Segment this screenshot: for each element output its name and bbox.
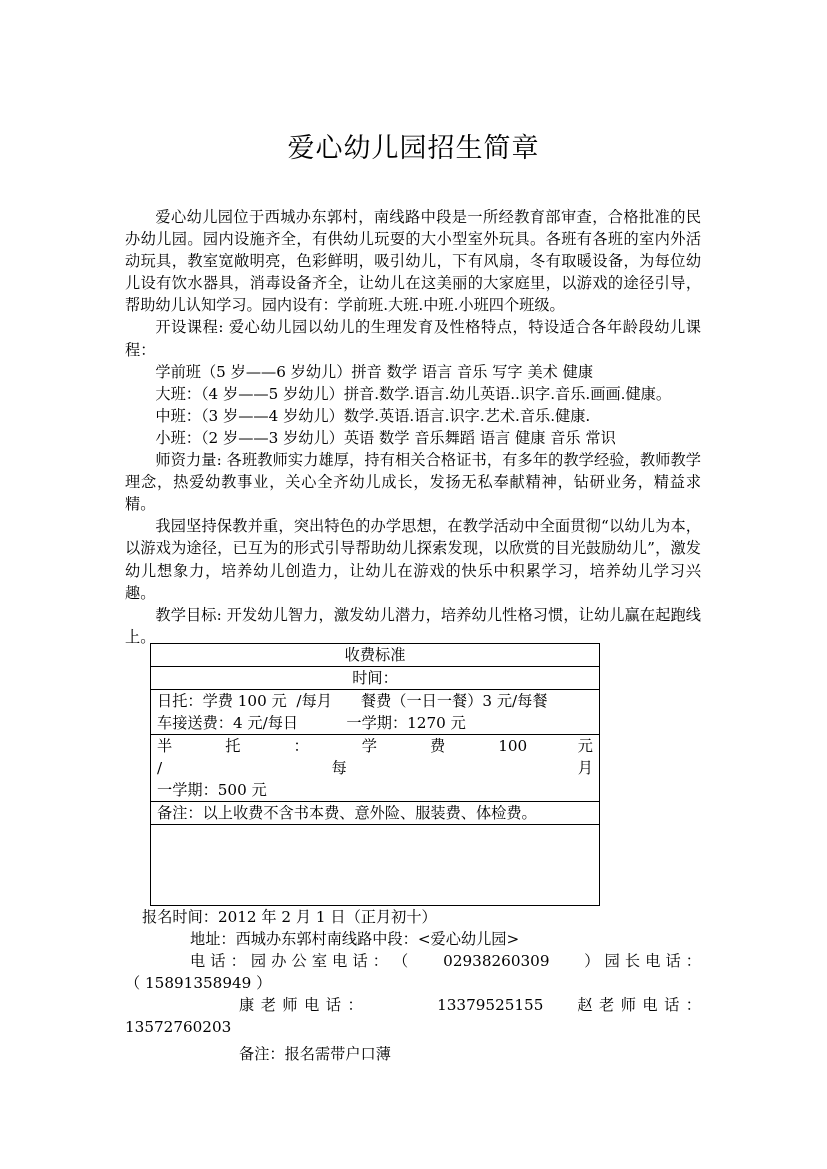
teachers-paragraph: 师资力量: 各班教师实力雄厚，持有相关合格证书，有多年的教学经验，教师教学理念，热爱幼教事业，关心全齐幼儿成长，发扬无私奉献精神，钻研业务，精益求精。	[125, 451, 701, 514]
fee-day-care-line2: 车接送费：4 元/每日 一学期：1270 元	[157, 714, 466, 732]
courses-intro-paragraph: 开设课程: 爱心幼儿园以幼儿的生理发育及性格特点，特设适合各年龄段幼儿课程：	[125, 318, 701, 359]
fee-table-header: 收费标准	[151, 644, 599, 667]
page-title: 爱心幼儿园招生简章	[287, 133, 540, 164]
phone-line1: 电 话 ： 园 办 公 室 电 话 ： （ 02938260309 ） 园 长 电 话 ：	[190, 952, 701, 971]
class-middle: 中班：（3 岁——4 岁幼儿）数学.英语.语言.识字.艺术.音乐.健康.	[155, 406, 591, 425]
body-text	[125, 206, 701, 648]
fee-half-care-line1: 半 托 ： 学 费 100 元 / 每 月	[157, 737, 639, 777]
phone-line2: （ 15891358949 ）	[125, 974, 272, 993]
fee-table	[150, 643, 639, 906]
address: 地址：西城办东郭村南线路中段：<爱心幼儿园>	[190, 930, 520, 949]
goal-paragraph: 教学目标: 开发幼儿智力，激发幼儿潜力，培养幼儿性格习惯，让幼儿赢在起跑线上。	[125, 605, 701, 646]
teacher-phone-line2: 13572760203	[125, 1018, 232, 1037]
fee-table-time: 时间：	[151, 667, 599, 690]
class-senior: 大班：（4 岁——5 岁幼儿）拼音.数学.语言.幼儿英语..识字.音乐.画画.健康。	[155, 384, 672, 403]
class-junior: 小班：（2 岁——3 岁幼儿）英语 数学 音乐舞蹈 语言 健康 音乐 常识	[155, 428, 616, 447]
class-preschool: 学前班（5 岁——6 岁幼儿）拼音 数学 语言 音乐 写字 美术 健康	[155, 362, 594, 381]
philosophy-paragraph: 我园坚持保教并重，突出特色的办学思想，在教学活动中全面贯彻“以幼儿为本，以游戏为途径，已互为的形式引导帮助幼儿探索发现，以欣赏的目光鼓励幼儿”，激发幼儿想象力，培养幼儿创造力，让幼儿在游戏的快乐中积累学习，培养幼儿学习兴趣。	[125, 517, 701, 602]
fee-half-care-line2: 一学期：500 元	[157, 781, 267, 799]
fee-half-care	[151, 735, 639, 802]
teacher-phone-line1: 康 老 师 电 话 ： 13379525155 赵 老 师 电 话 ：	[239, 996, 701, 1015]
signup-note: 备注：报名需带户口薄	[239, 1044, 391, 1063]
intro-paragraph: 爱心幼儿园位于西城办东郭村，南线路中段是一所经教育部审查，合格批准的民办幼儿园。园内设施齐全，有供幼儿玩耍的大小型室外玩具。各班有各班的室内外活动玩具，教室宽敞明亮，色彩鲜明，吸引幼儿，下有风扇，冬有取暖设备，为每位幼儿设有饮水器具，消毒设备齐全，让幼儿在这美丽的大家庭里，以游戏的途径引导，帮助幼儿认知学习。园内设有：学前班.大班.中班.小班四个班级。	[125, 208, 701, 315]
fee-day-care	[151, 690, 599, 735]
footer	[125, 906, 701, 1065]
signup-time: 报名时间：2012 年 2 月 1 日（正月初十）	[142, 908, 437, 926]
fee-day-care-line1: 日托：学费 100 元 /每月 餐费（一日一餐）3 元/每餐	[157, 692, 548, 710]
fee-note: 备注：以上收费不含书本费、意外险、服装费、体检费。	[151, 802, 599, 825]
